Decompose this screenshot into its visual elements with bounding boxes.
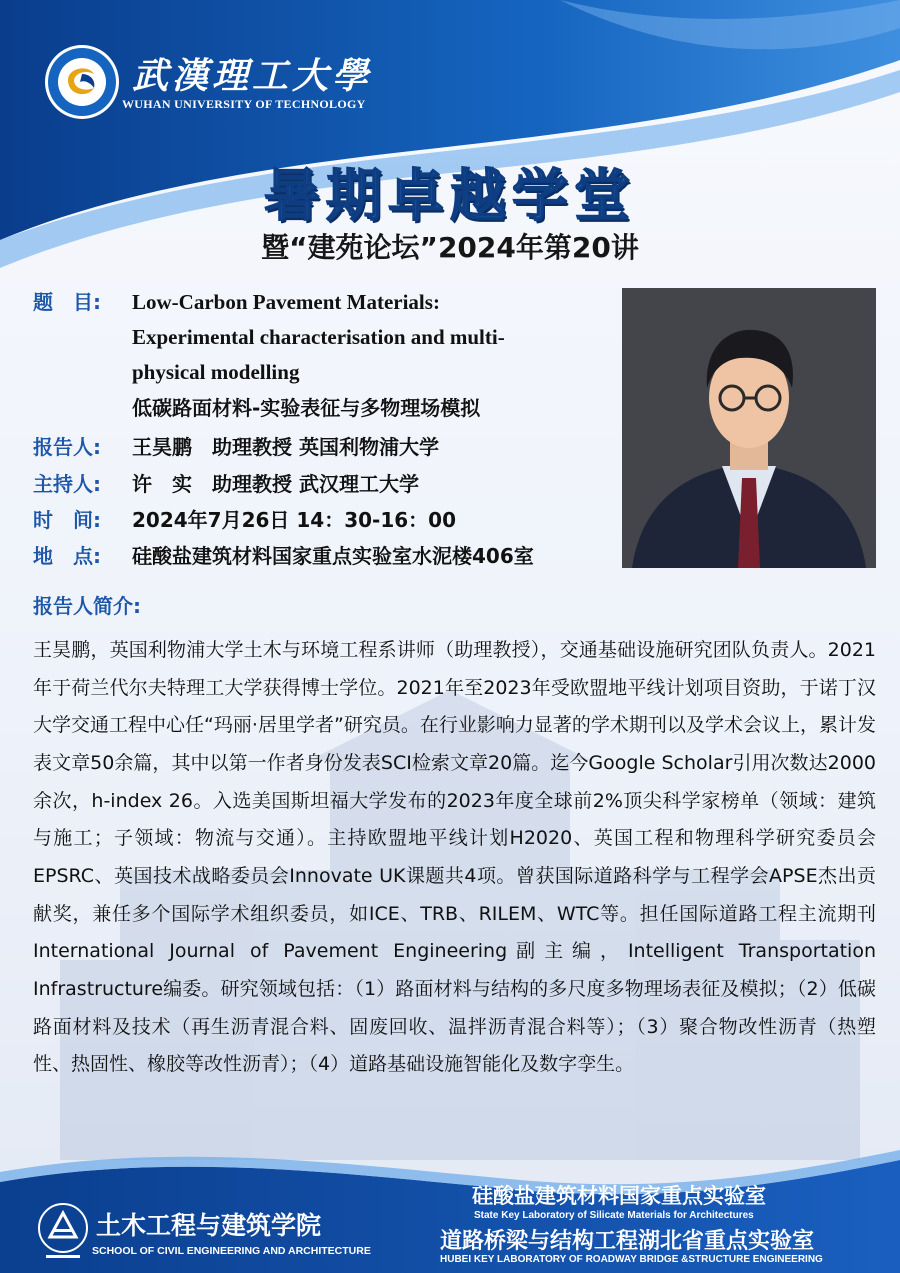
topic-en-line-1: Low-Carbon Pavement Materials: — [132, 290, 440, 314]
topic-label: 题 目: — [33, 290, 101, 314]
speaker-label: 报告人: — [33, 435, 101, 459]
bio-text: 王昊鹏，英国利物浦大学土木与环境工程系讲师（助理教授），交通基础设施研究团队负责人。2021年于荷兰代尔夫特理工大学获得博士学位。2021年至2023年受欧盟地平线计划项目资助，于诺丁汉大学交通工程中心任“玛丽·居里学者”研究员。在行业影响力显著的学术期刊以及学术会议上，累计发表文章50余篇，其中以第一作者身份发表SCI检索文章20篇。迄今Google Scholar引用次数达2000余次，h-index 26。入选美国斯坦福大学发布的2023年度全球前2%顶尖科学家榜单（领域：建筑与施工；子领域：物流与交通）。主持欧盟地平线计划H2020、英国工程和物理科学研究委员会EPSRC、英国技术战略委员会Innovate UK课题共4项。曾获国际道路科学与工程学会APSE杰出贡献奖，兼任多个国际学术组织委员，如ICE、TRB、RILEM、WTC等。担任国际道路工程主流期刊International Journal of Pavement Engineering副主编，Intelligent Transportation Infrastructure编委。研究领域包括：（1）路面材料与结构的多尺度多物理场表征及模拟；（2）低碳路面材料及技术（再生沥青混合料、固废回收、温拌沥青混合料等）；（3）聚合物改性沥青（热塑性、热固性、橡胶等改性沥青）；（4）道路基础设施智能化及数字孪生。 — [33, 639, 876, 1076]
time-label: 时 间: — [33, 508, 101, 532]
bio-heading: 报告人简介: — [33, 594, 141, 618]
host-label: 主持人: — [33, 472, 101, 496]
main-title: 暑期卓越学堂 — [264, 164, 636, 229]
place-value: 硅酸盐建筑材料国家重点实验室水泥楼406室 — [132, 544, 534, 568]
lab2-name-en: HUBEI KEY LABORATORY OF ROADWAY BRIDGE &STRUCTURE ENGINEERING — [440, 1254, 823, 1265]
school-logo — [38, 1203, 88, 1261]
school-name-cn: 土木工程与建筑学院 — [96, 1211, 322, 1240]
lab2-name-cn: 道路桥梁与结构工程湖北省重点实验室 — [440, 1229, 815, 1254]
lab1-name-en: State Key Laboratory of Silicate Materials for Architectures — [474, 1210, 754, 1221]
school-name-en: SCHOOL OF CIVIL ENGINEERING AND ARCHITECTURE — [92, 1245, 371, 1257]
university-name-cn: 武漢理工大學 — [132, 55, 373, 97]
speaker-photo — [622, 288, 876, 568]
topic-cn: 低碳路面材料-实验表征与多物理场模拟 — [132, 396, 481, 420]
host-value: 许 实 助理教授 武汉理工大学 — [132, 472, 419, 496]
speaker-value: 王昊鹏 助理教授 英国利物浦大学 — [132, 435, 439, 459]
lab1-name-cn: 硅酸盐建筑材料国家重点实验室 — [472, 1184, 766, 1208]
topic-en-line-2: Experimental characterisation and multi- — [132, 325, 505, 349]
topic-en-line-3: physical modelling — [132, 360, 300, 384]
university-logo — [44, 44, 120, 120]
university-name-en: WUHAN UNIVERSITY OF TECHNOLOGY — [122, 97, 366, 111]
place-label: 地 点: — [33, 544, 101, 568]
time-value: 2024年7月26日 14：30-16：00 — [132, 508, 457, 532]
sub-title: 暨“建苑论坛”2024年第20讲 — [261, 231, 639, 264]
